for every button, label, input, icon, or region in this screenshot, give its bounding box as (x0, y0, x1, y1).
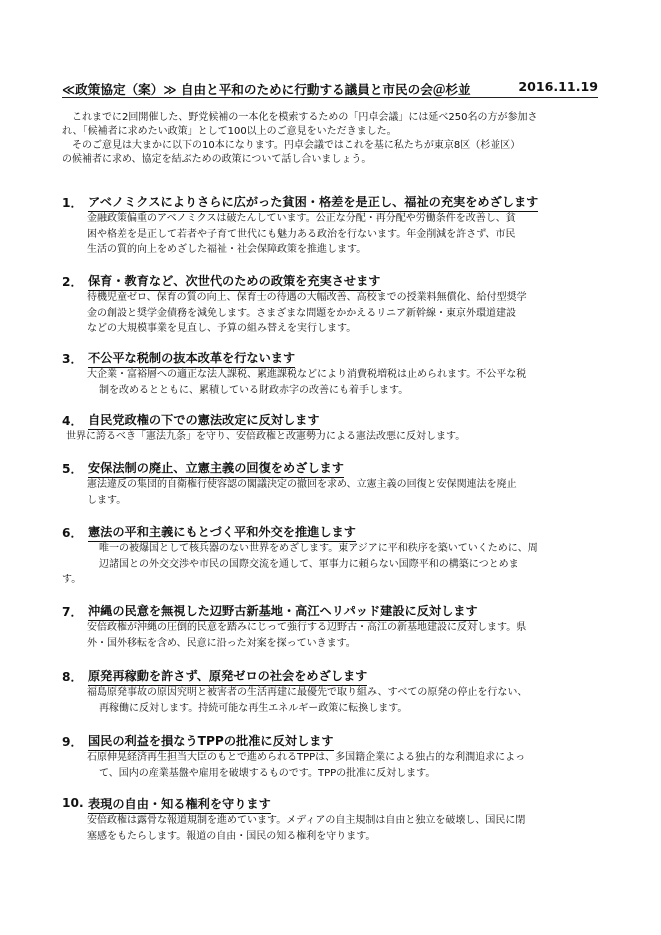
policy-body (87, 211, 610, 258)
policy-title: 不公平な税制の抜本改革を行ないます (88, 349, 295, 368)
policy-line: などの大規模事業を見直し、予算の組み替えを実行します。 (87, 323, 357, 334)
policy-number: 6． (62, 526, 83, 540)
intro-line: そのご意見は大まかに以下の10本になります。円卓会議ではこれを基に私たちが東京8区（杉並区） (72, 140, 521, 151)
policy-section-2 (62, 272, 610, 337)
policy-line: 金の創設と奨学金債務を減免します。さまざまな問題をかかえるリニア新幹線・東京外環道建設 (87, 307, 516, 319)
policy-section-6 (62, 523, 610, 588)
policy-line: 待機児童ゼロ、保育の質の向上、保育士の待遇の大幅改善、高校までの授業料無償化、給付型奨学 (87, 292, 527, 303)
policy-heading (62, 459, 610, 477)
policy-line: 再稼働に反対します。持続可能な再生エネルギー政策に転換します。 (99, 702, 408, 714)
policy-number: 4． (62, 414, 83, 428)
policy-line: 外・国外移転を含め、民意に沿った対案を探っていきます。 (87, 637, 356, 649)
policy-body (87, 620, 610, 651)
policy-number: 8． (62, 670, 83, 684)
document-date: 2016.11.19 (518, 79, 598, 94)
policy-line: 世界に誇るべき「憲法九条」を守り、安倍政権と改憲勢力による憲法改悪に反対します。 (66, 431, 466, 442)
policy-line: 制を改めるとともに、累積している財政赤字の改善にも着手します。 (99, 384, 409, 396)
document-title: ≪政策協定（案）≫ 自由と平和のために行動する議員と市民の会＠杉並 (62, 82, 471, 97)
policy-line: 安倍政権が沖縄の圧倒的民意を踏みにじって強行する辺野古・高江の新基地建設に反対します。県 (87, 622, 527, 633)
policy-line: 唯一の被爆国として核兵器のない世界をめざします。東アジアに平和秩序を築いていくために、周 (99, 543, 538, 554)
policy-line: 塞感をもたらします。報道の自由・国民の知る権利を守ります。 (87, 830, 376, 842)
intro-line: これまでに2回開催した、野党候補の一本化を模索するための「円卓会議」には延べ250名の方が参加さ (72, 112, 538, 123)
policy-line: 大企業・富裕層への適正な法人課税、累進課税などにより消費税増税は止められます。不公平な税 (87, 369, 527, 380)
policy-heading (62, 602, 610, 620)
policy-title: 保育・教育など、次世代のための政策を充実させます (88, 272, 381, 291)
policy-title: アベノミクスによりさらに広がった貧困・格差を是正し、福祉の充実をめざします (88, 193, 538, 212)
policy-number: 2． (62, 275, 83, 289)
policy-title: 憲法の平和主義にもとづく平和外交を推進します (88, 523, 356, 542)
policy-line: 福島原発事故の原因究明と被害者の生活再建に最優先で取り組み、すべての原発の停止を行ない、 (87, 687, 528, 698)
policy-line: 安倍政権は露骨な報道規制を進めています。メディアの自主規制は自由と独立を破壊し、国民に閉 (87, 815, 526, 826)
policy-line: 金融政策偏重のアベノミクスは破たんしています。公正な分配・再分配や労働条件を改善し、貧 (87, 213, 516, 224)
policy-section-10 (62, 795, 610, 844)
policy-body (87, 367, 610, 398)
intro-line: れ、「候補者に求めたい政策」として100以上のご意見をいただきました。 (62, 126, 397, 137)
policy-line: 困や格差を是正して若者や子育て世代にも魅力ある政治を行ないます。年金削減を許さず、市民 (87, 228, 516, 240)
policy-section-9 (62, 732, 610, 781)
policy-title: 原発再稼動を許さず、原発ゼロの社会をめざします (88, 667, 367, 686)
policy-heading (62, 732, 610, 750)
policy-heading (62, 272, 610, 290)
policy-heading (62, 795, 610, 813)
policy-title: 自民党政権の下での憲法改定に反対します (88, 411, 320, 430)
policy-number: 5． (62, 462, 83, 476)
policy-body (87, 813, 610, 844)
policy-line: 憲法違反の集団的自衛権行使容認の閣議決定の撤回を求め、立憲主義の回復と安保関連法を廃止 (87, 479, 517, 490)
policy-heading (62, 411, 610, 429)
intro-paragraph (62, 111, 602, 167)
policy-number: 3． (62, 352, 83, 366)
policy-title: 国民の利益を損なうTPPの批准に反対します (88, 732, 334, 751)
intro-line: の候補者に求め、協定を結ぶための政策について話し合いましょう。 (62, 154, 372, 165)
policy-title: 沖縄の民意を無視した辺野古新基地・高江ヘリパッド建設に反対します (88, 602, 478, 621)
policy-section-4 (62, 411, 610, 445)
policy-number: 9． (62, 735, 83, 749)
document-header (62, 79, 598, 98)
policy-body (87, 685, 610, 716)
policy-section-1 (62, 193, 610, 258)
policy-title: 表現の自由・知る権利を守ります (88, 795, 271, 814)
policy-section-8 (62, 667, 610, 716)
policy-number: 10. (62, 796, 84, 810)
policy-body (62, 541, 610, 588)
policy-body (66, 429, 610, 445)
policy-heading (62, 193, 610, 211)
policy-line: します。 (87, 494, 127, 506)
policy-body (87, 290, 610, 337)
policy-body (87, 477, 610, 508)
policy-line: て、国内の産業基盤や雇用を破壊するものです。TPPの批准に反対します。 (99, 767, 436, 779)
policy-line: 辺諸国との外交交渉や市民の国際交流を通して、軍事力に頼らない国際平和の構築につとめま (99, 558, 519, 570)
policy-line: 石原伸晃経済再生担当大臣のもとで進められるTPPは、多国籍企業による独占的な利潤追求によっ (87, 752, 526, 763)
policy-section-7 (62, 602, 610, 651)
policy-heading (62, 349, 610, 367)
policy-body (87, 750, 610, 781)
policy-number: 1． (62, 196, 83, 210)
policy-section-3 (62, 349, 610, 398)
policy-heading (62, 667, 610, 685)
policy-number: 7． (62, 605, 83, 619)
policy-title: 安保法制の廃止、立憲主義の回復をめざします (88, 459, 344, 478)
policy-line: 生活の質的向上をめざした福祉・社会保障政策を推進します。 (87, 244, 367, 255)
policy-heading (62, 523, 610, 541)
policy-line: す。 (62, 574, 82, 585)
policy-section-5 (62, 459, 610, 508)
